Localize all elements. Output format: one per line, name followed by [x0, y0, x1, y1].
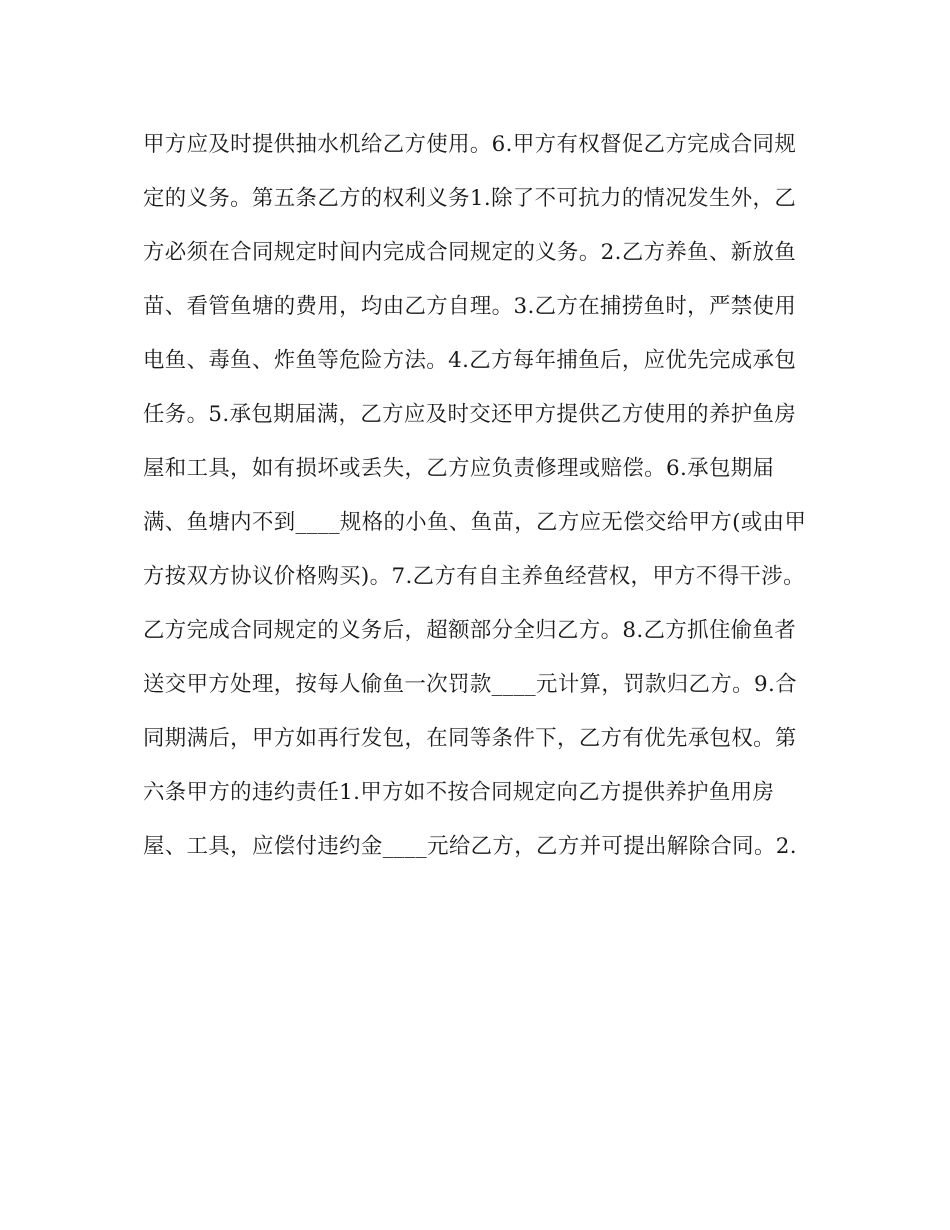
- text-line: 甲方应及时提供抽水机给乙方使用。6.甲方有权督促乙方完成合同规: [143, 132, 797, 157]
- text-line: 苗、看管鱼塘的费用，均由乙方自理。3.乙方在捕捞鱼时，严禁使用: [143, 294, 797, 319]
- text-line: 屋和工具，如有损坏或丢失，乙方应负责修理或赔偿。6.承包期届: [143, 456, 775, 481]
- text-line: 乙方完成合同规定的义务后，超额部分全归乙方。8.乙方抓住偷鱼者: [143, 618, 797, 643]
- text-line: 送交甲方处理，按每人偷鱼一次罚款____元计算，罚款归乙方。9.合: [143, 672, 797, 697]
- text-line: 满、鱼塘内不到____规格的小鱼、鱼苗，乙方应无偿交给甲方(或由甲: [143, 510, 807, 535]
- text-line: 定的义务。第五条乙方的权利义务1.除了不可抗力的情况发生外，乙: [143, 186, 797, 211]
- text-line: 同期满后，甲方如再行发包，在同等条件下，乙方有优先承包权。第: [143, 726, 797, 751]
- contract-text-body: [143, 118, 823, 874]
- text-line: 屋、工具，应偿付违约金____元给乙方，乙方并可提出解除合同。2.: [143, 834, 797, 859]
- text-line: 方必须在合同规定时间内完成合同规定的义务。2.乙方养鱼、新放鱼: [143, 240, 797, 265]
- text-line: 方按双方协议价格购买)。7.乙方有自主养鱼经营权，甲方不得干涉。: [143, 564, 805, 589]
- text-line: 六条甲方的违约责任1.甲方如不按合同规定向乙方提供养护鱼用房: [143, 780, 775, 805]
- text-line: 电鱼、毒鱼、炸鱼等危险方法。4.乙方每年捕鱼后，应优先完成承包: [143, 348, 797, 373]
- text-line: 任务。5.承包期届满，乙方应及时交还甲方提供乙方使用的养护鱼房: [143, 402, 797, 427]
